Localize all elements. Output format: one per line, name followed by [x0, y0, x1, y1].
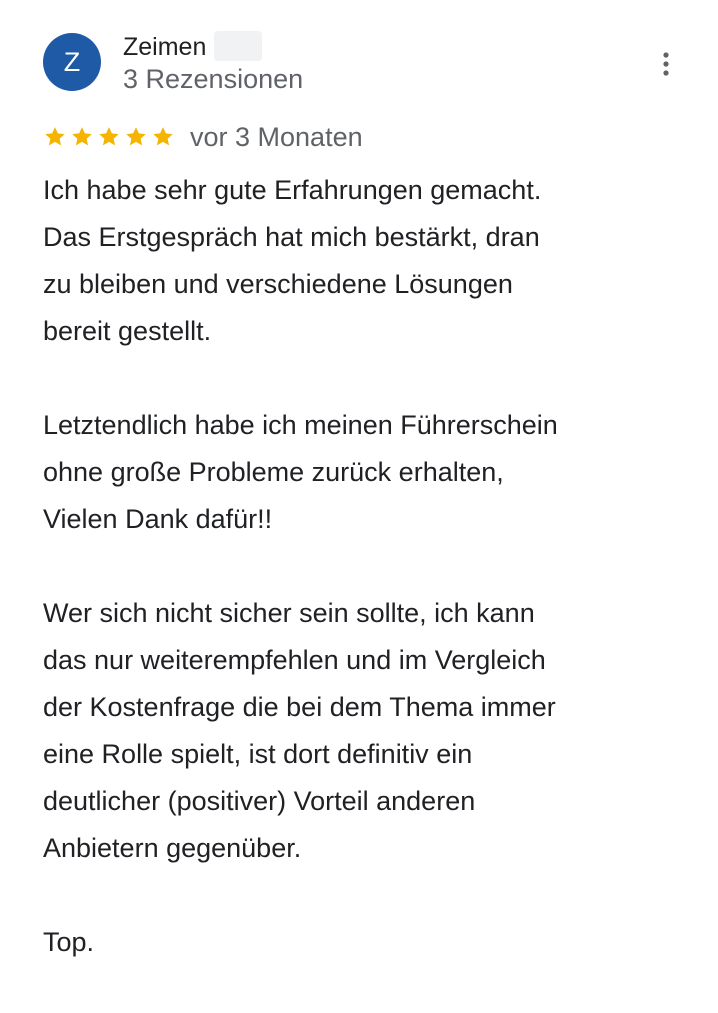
more-options-button[interactable] — [648, 46, 684, 82]
star-icon — [97, 125, 121, 149]
star-icon — [151, 125, 175, 149]
star-icon — [124, 125, 148, 149]
review-date: vor 3 Monaten — [190, 122, 363, 152]
review-line: bereit gestellt. — [43, 316, 212, 346]
review-line: Anbietern gegenüber. — [43, 833, 302, 863]
star-rating — [43, 125, 178, 149]
author-name-text: Zeimen — [123, 33, 207, 61]
review-line: zu bleiben und verschiedene Lösungen — [43, 269, 513, 299]
star-icon — [43, 125, 67, 149]
review-text — [43, 167, 703, 1013]
review-line: Wer sich nicht sicher sein sollte, ich kann — [43, 598, 535, 628]
review-line: Vielen Dank dafür!! — [43, 504, 273, 534]
review-paragraph — [43, 919, 703, 966]
review-line: Letztendlich habe ich meinen Führerschein — [43, 410, 558, 440]
review-line: ohne große Probleme zurück erhalten, — [43, 457, 504, 487]
review-line: deutlicher (positiver) Vorteil anderen — [43, 786, 476, 816]
review-count[interactable]: 3 Rezensionen — [123, 64, 304, 94]
rating-row — [43, 120, 363, 154]
review-paragraph — [43, 167, 703, 355]
review-line: das nur weiterempfehlen und im Vergleich — [43, 645, 546, 675]
review-line: Das Erstgespräch hat mich bestärkt, dran — [43, 222, 540, 252]
author-name[interactable] — [123, 31, 262, 63]
review-line: Ich habe sehr gute Erfahrungen gemacht. — [43, 175, 542, 205]
review-paragraph — [43, 590, 703, 872]
redacted-name-blur — [214, 31, 262, 61]
review-line: der Kostenfrage die bei dem Thema immer — [43, 692, 556, 722]
review-paragraph — [43, 402, 703, 543]
review-line: eine Rolle spielt, ist dort definitiv ein — [43, 739, 473, 769]
review-line: Top. — [43, 927, 95, 957]
avatar[interactable]: Z — [43, 33, 101, 91]
star-icon — [70, 125, 94, 149]
more-vert-icon — [662, 51, 670, 77]
